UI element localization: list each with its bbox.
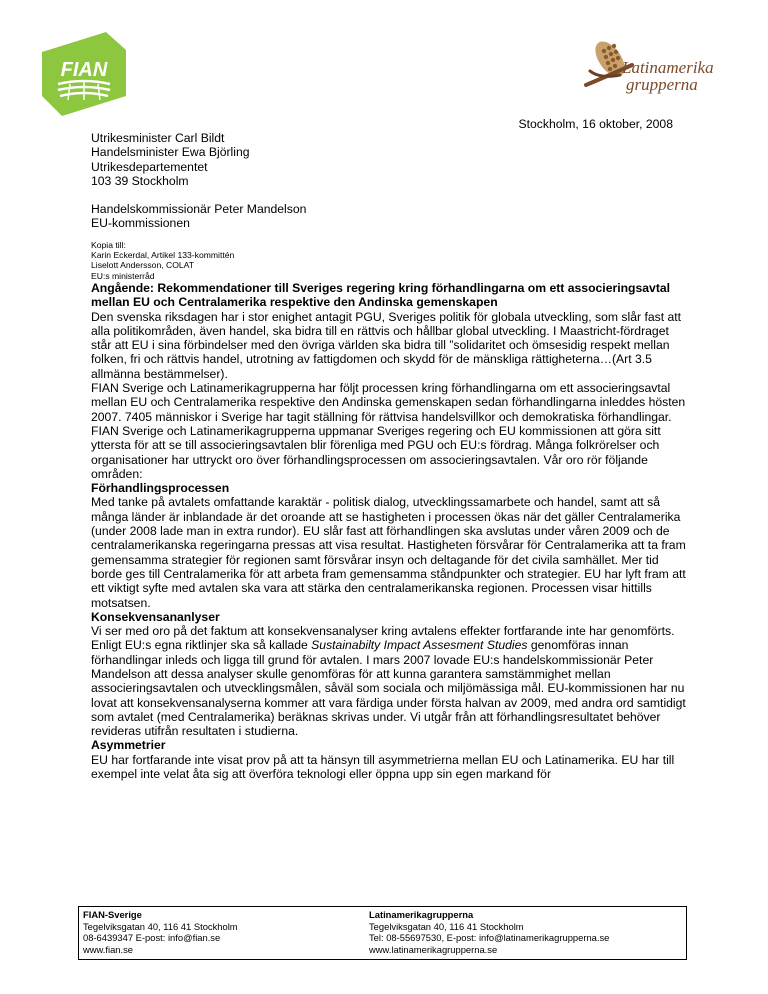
letter-body [91, 131, 687, 781]
copy-line: Liselott Andersson, COLAT [91, 260, 195, 271]
copy-line: Kopia till: [91, 239, 126, 250]
section-heading: Konsekvensananlyser [91, 609, 220, 624]
fian-logo [42, 32, 126, 116]
section-text: EU har fortfarande inte visat prov på att ta hänsyn till asymmetrierna mellan EU och Latinamerika. EU har till exempel inte velat åta sig att överföra teknologi eller öppna upp sin egen markand för [91, 752, 675, 782]
recipient-block-2 [91, 202, 687, 231]
section-text: Med tanke på avtalets omfattande karaktär - politisk dialog, utvecklingssamarbete och handel, samt att så många länder är inblandade är det oroande att se hastigheten i processen ökas när det gäller Centralamerika (under 2008 lade man in extra rundor). EU slår fast att förhandlingen ska avslutas under våren 2009 och de centralamerikanska regeringarna pressas att visa resultat. Hastigheten försvårar för Centralamerika att ta fram gemensamma strategier för regionen samt försvårar insyn och deltagande för det civila samhället. Mer tid borde ges till Centralamerika för att arbeta fram gemensamma ståndpunkter och strategier. EU har lyft fram att ett viktigt syfte med avtalen ska vara att stärka den centralamerikanska regionen. Processen visar hittills motsatsen. [91, 495, 686, 610]
recipient-line: Handelsminister Ewa Björling [91, 145, 250, 160]
recipient-line: Utrikesdepartementet [91, 159, 208, 174]
copy-to-block [91, 240, 687, 281]
footer-line: Tegelviksgatan 40, 116 41 Stockholm [83, 920, 238, 932]
footer-org-name: Latinamerikagrupperna [369, 909, 474, 920]
footer-lag-contact [369, 909, 609, 955]
svg-text:grupperna: grupperna [626, 75, 698, 94]
section-text-emphasis: Sustainabilty Impact Assesment Studies [311, 638, 528, 653]
footer-line: 08-6439347 E-post: info@fian.se [83, 932, 221, 944]
footer-org-name: FIAN-Sverige [83, 909, 142, 920]
latinamerikagrupperna-logo [580, 35, 720, 95]
copy-line: EU:s ministerråd [91, 270, 155, 281]
recipient-line: EU-kommissionen [91, 216, 190, 231]
copy-line: Karin Eckerdal, Artikel 133-kommittén [91, 250, 235, 261]
section-text-part: genomföras innan förhandlingar inleds och ligga till grund för avtalen. I mars 2007 lovade EU:s handelskommissionär Peter Mandelson att dessa analyser skulle genomföras för att kunna garantera samstämmighet mellan associeringsavtalen och utvecklingsmålen, såväl som sociala och miljömässiga mål. EU-kommissionen har nu lovat att konsekvensanalyserna kommer att vara färdiga under första halvan av 2009, med andra ord samtidigt som avtalet (med Centralamerika) beräknas skrivas under. Vi utgår från att förhandlingsresultatet behöver revideras utifrån resultaten i studierna. [91, 638, 686, 739]
recipient-line: Utrikesminister Carl Bildt [91, 131, 225, 145]
paragraph: Den svenska riksdagen har i stor enighet antagit PGU, Sveriges politik för globala utveckling, som slår fast att alla politikområden, även handel, ska bidra till en rättvis och hållbar global utveckling. I Maastricht-fördraget står att EU i sina förbindelser med den övriga världen ska bidra till ”solidaritet och ömsesidig respekt mellan folken, fri och rättvis handel, utrotning av fattigdomen och skydd för de mänskliga rättigheterna…(Art 3.5 allmänna bestämmelser). [91, 309, 682, 381]
letter-footer [78, 906, 687, 960]
footer-line: www.latinamerikagrupperna.se [369, 943, 498, 955]
section-heading: Asymmetrier [91, 738, 166, 753]
letter-date: Stockholm, 16 oktober, 2008 [518, 117, 673, 131]
section-text-part: Vi ser med oro på det faktum att konsekvensanalyser kring avtalens effekter fortfarande inte har genomförts. Enligt EU:s egna riktlinjer ska så kallade [91, 624, 675, 653]
footer-fian-contact [83, 909, 238, 955]
svg-text:Latinamerika: Latinamerika [622, 58, 714, 77]
letter-subject: Angående: Rekommendationer till Sveriges regering kring förhandlingarna om ett associeringsavtal mellan EU och Centralamerika respektive den Andinska gemenskapen [91, 280, 671, 310]
section-heading: Förhandlingsprocessen [91, 481, 230, 496]
paragraph: FIAN Sverige och Latinamerikagrupperna uppmanar Sveriges regering och EU kommissionen att göra sitt yttersta för att se till associeringsavtalen blir förenliga med PGU och EU:s fördrag. Många folkrörelser och organisationer har uttryckt oro över förhandlingsprocessen om associeringsavtalen. Vår oro rör följande områden: [91, 423, 661, 481]
footer-line: Tel: 08-55697530, E-post: info@latinamerikagrupperna.se [369, 932, 610, 944]
svg-text:FIAN: FIAN [60, 59, 108, 81]
paragraph: FIAN Sverige och Latinamerikagrupperna har följt processen kring förhandlingarna om ett associeringsavtal mellan EU och Centralamerika respektive den Andinska gemenskapen sedan förhandlingarna inleddes hösten 2007. 7405 människor i Sverige har tagit ställning för rättvisa handelsvillkor och demokratiska förhandlingar. [91, 381, 686, 424]
footer-line: www.fian.se [83, 943, 134, 955]
footer-line: Tegelviksgatan 40, 116 41 Stockholm [369, 920, 524, 932]
recipient-line: Handelskommissionär Peter Mandelson [91, 202, 307, 217]
recipient-line: 103 39 Stockholm [91, 173, 189, 188]
section-text [91, 624, 687, 738]
recipient-block [91, 131, 687, 188]
